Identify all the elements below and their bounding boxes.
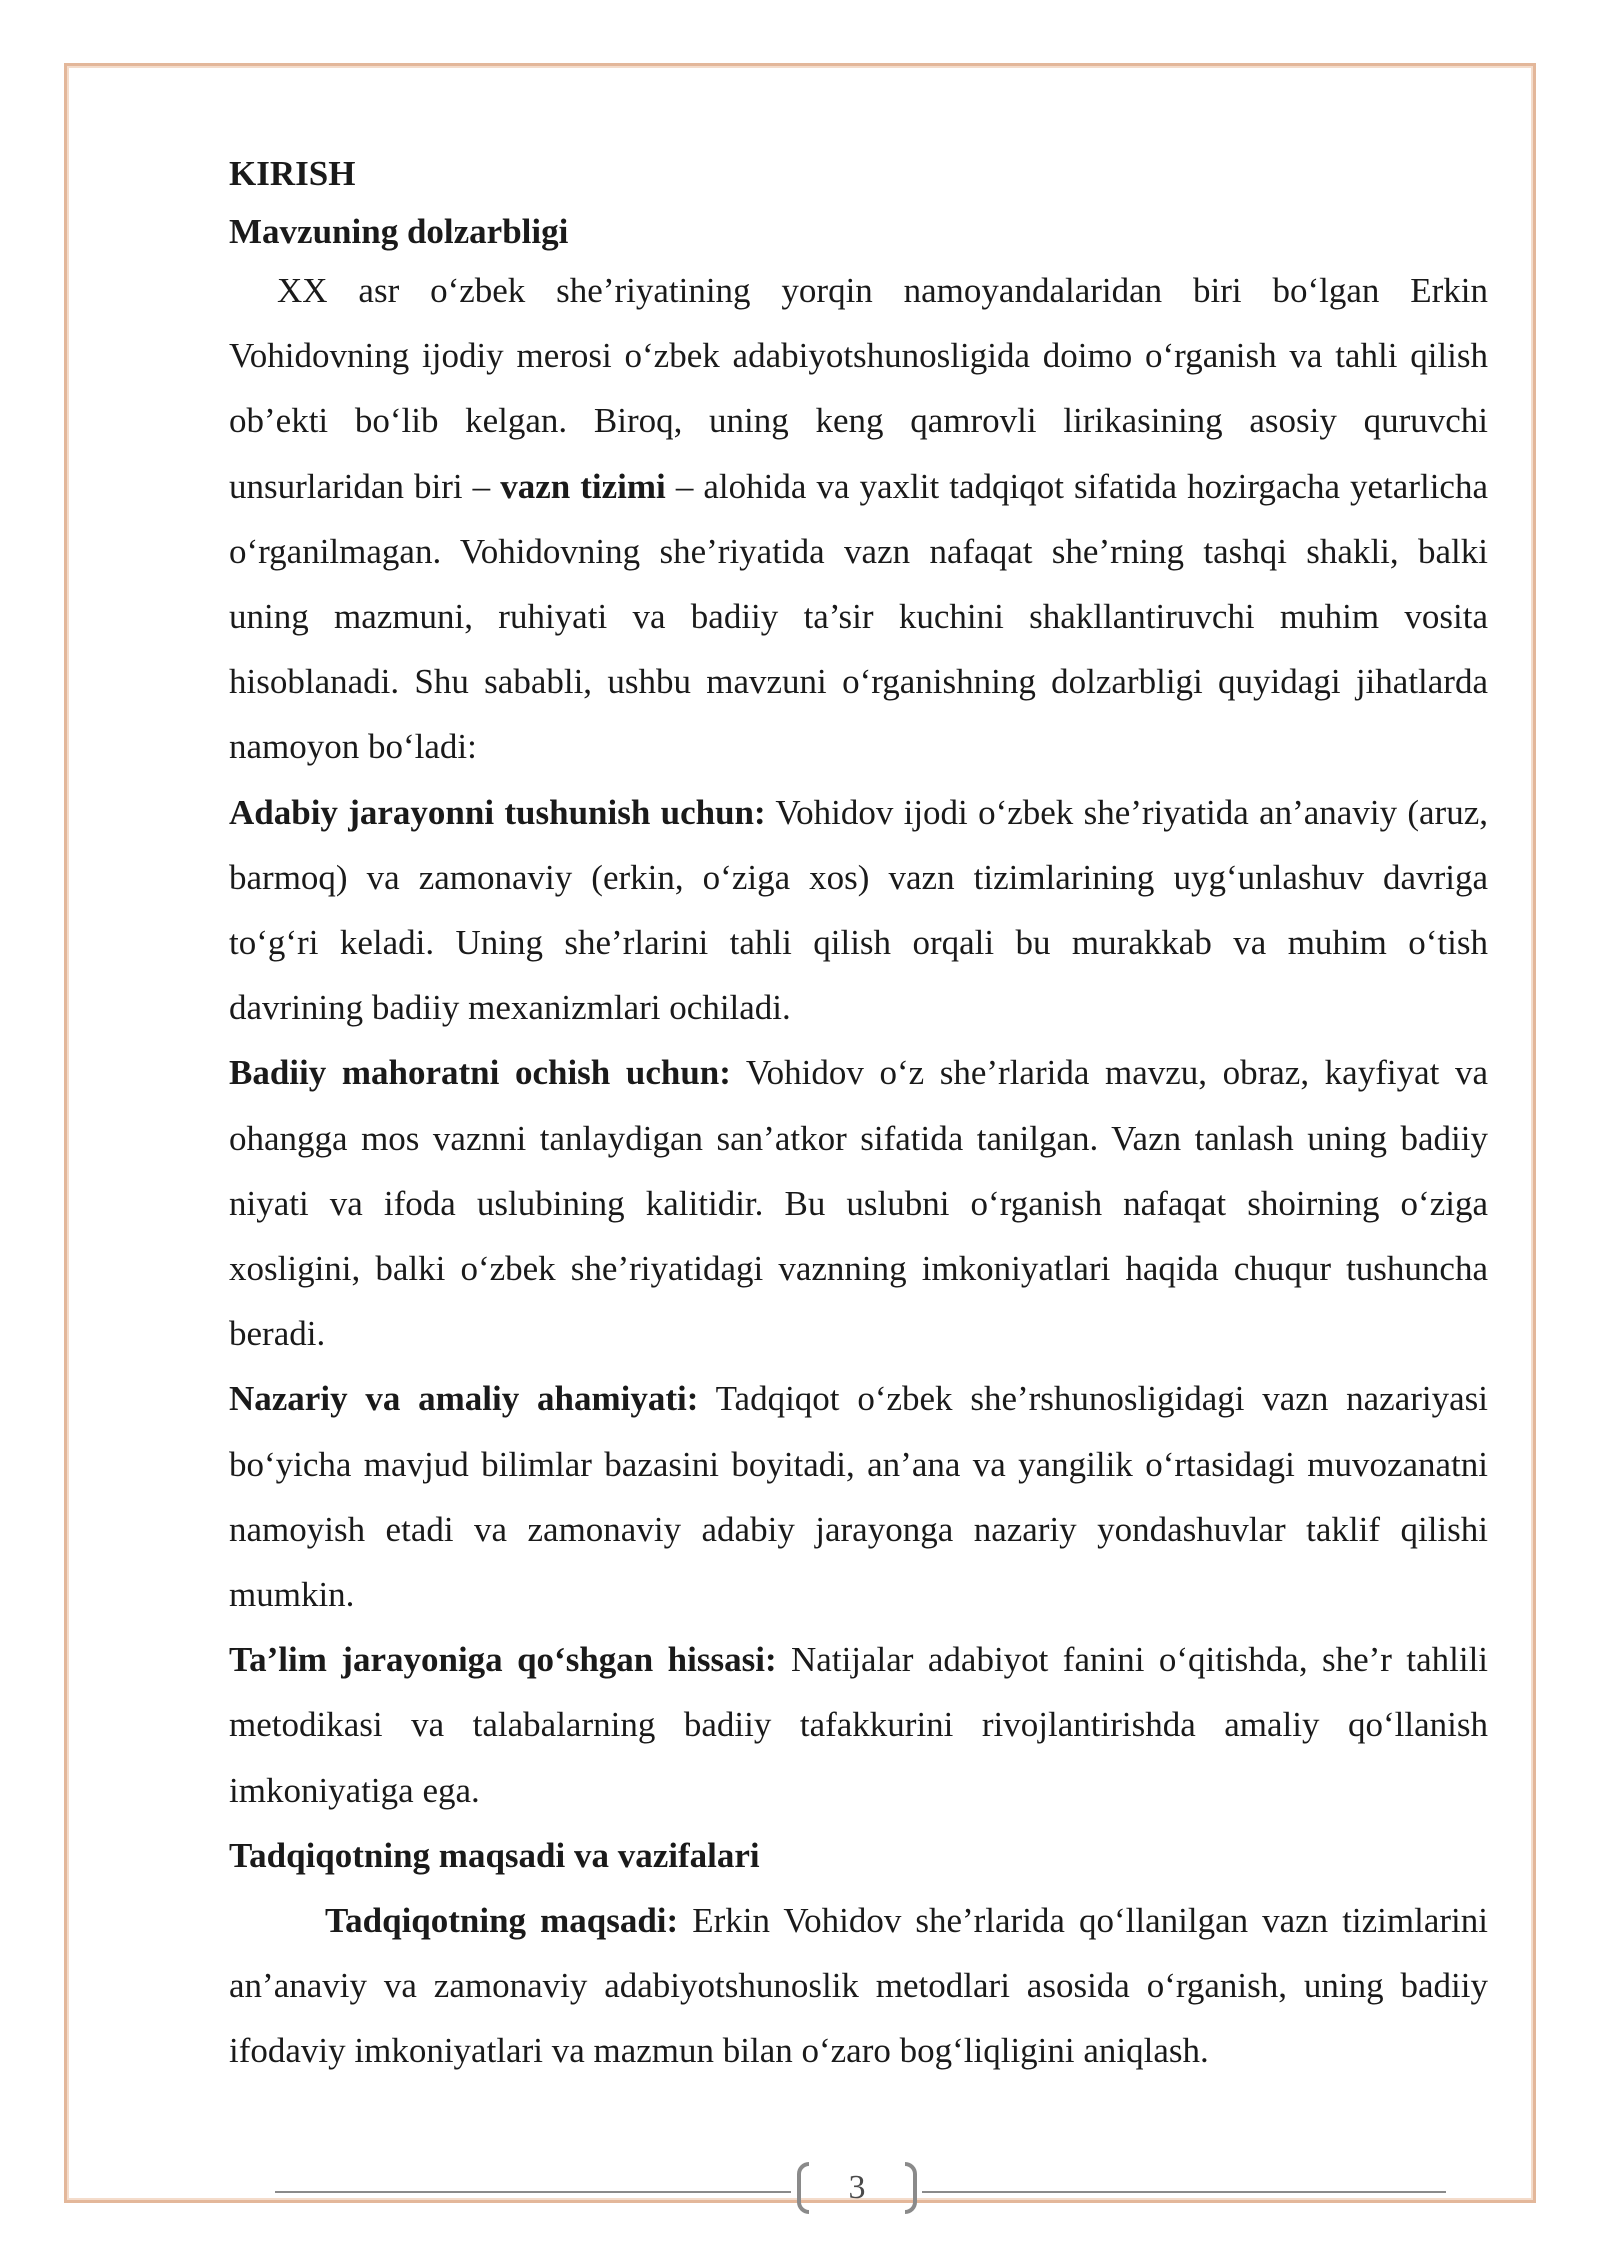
point-text: Vohidov o‘z she’rlarida mavzu, obraz, kayfiyat va ohangga mos vaznni tanlaydigan san’atkor sifatida tanilgan. Vazn tanlash uning badiiy niyati va ifoda uslubining kalitidir. Bu uslubni o‘rganish nafaqat shoirning o‘ziga xosligini, balki o‘zbek she’riyatidagi vaznning imkoniyatlari haqida chuqur tushuncha beradi. (229, 1053, 1488, 1354)
intro-bold-term: vazn tizimi (500, 466, 666, 506)
goal-paragraph (229, 1888, 1488, 2084)
point-paragraph (229, 1040, 1488, 1366)
point-label: Nazariy va amaliy ahamiyati: (229, 1379, 699, 1419)
point-text: Natijalar adabiyot fanini o‘qitishda, she’r tahlili metodikasi va talabalarning badiiy tafakkurini rivojlantirishda amaliy qo‘llanish imkoniyatiga ega. (229, 1640, 1489, 1810)
goals-heading: Tadqiqotning maqsadi va vazifalari (229, 1835, 760, 1875)
document-body (229, 142, 1488, 2084)
page-number-frame (792, 2162, 922, 2220)
intro-paragraph (229, 258, 1488, 780)
point-paragraph (229, 1366, 1488, 1627)
point-text: Tadqiqot o‘zbek she’rshunosligidagi vazn nazariyasi bo‘yicha mavjud bilimlar bazasini boyitadi, an’ana va yangilik o‘rtasidagi muvozanatni namoyish etadi va zamonaviy adabiy jarayonga nazariy yondashuvlar taklif qilishi mumkin. (229, 1379, 1488, 1615)
point-label: Ta’lim jarayoniga qo‘shgan hissasi: (229, 1640, 777, 1680)
page-number: 3 (848, 2169, 866, 2206)
point-label: Adabiy jarayonni tushunish uchun: (229, 792, 766, 832)
relevance-heading: Mavzuning dolzarbligi (229, 212, 569, 251)
point-text: Vohidov ijodi o‘zbek she’riyatida an’anaviy (aruz, barmoq) va zamonaviy (erkin, o‘ziga xos) vazn tizimlarining uyg‘unlashuv davriga to‘g‘ri keladi. Uning she’rlarini tahli qilish orqali bu murakkab va muhim o‘tish davrining badiiy mexanizmlari ochiladi. (229, 792, 1488, 1028)
intro-text-2: – alohida va yaxlit tadqiqot sifatida hozirgacha yetarlicha o‘rganilmagan. Vohidovning she’riyatida vazn nafaqat she’rning tashqi shakli, balki uning mazmuni, ruhiyati va badiiy ta’sir kuchini shakllantiruvchi muhim vosita hisoblanadi. Shu sababli, ushbu mavzuni o‘rganishning dolzarbligi quyidagi jihatlarda namoyon bo‘ladi: (229, 466, 1488, 767)
point-paragraph (229, 780, 1488, 1041)
intro-text-1: XX asr o‘zbek she’riyatining yorqin namoyandalaridan biri bo‘lgan Erkin Vohidovning ijodiy merosi o‘zbek adabiyotshunosligida doimo o‘rganish va tahli qilish ob’ekti bo‘lib kelgan. Biroq, uning keng qamrovli lirikasining asosiy quruvchi unsurlaridan biri – (229, 271, 1488, 506)
footer-rule-right (922, 2191, 1446, 2193)
point-label: Badiiy mahoratni ochish uchun: (229, 1053, 731, 1093)
goal-text: Erkin Vohidov she’rlarida qo‘llanilgan vazn tizimlarini an’anaviy va zamonaviy adabiyotshunoslik metodlari asosida o‘rganish, uning badiiy ifodaviy imkoniyatlari va mazmun bilan o‘zaro bog‘liqligini aniqlash. (229, 1901, 1488, 2071)
goal-label: Tadqiqotning maqsadi: (325, 1901, 679, 1941)
page-title: KIRISH (229, 154, 356, 193)
footer-rule-left (275, 2191, 791, 2193)
point-paragraph (229, 1627, 1488, 1823)
